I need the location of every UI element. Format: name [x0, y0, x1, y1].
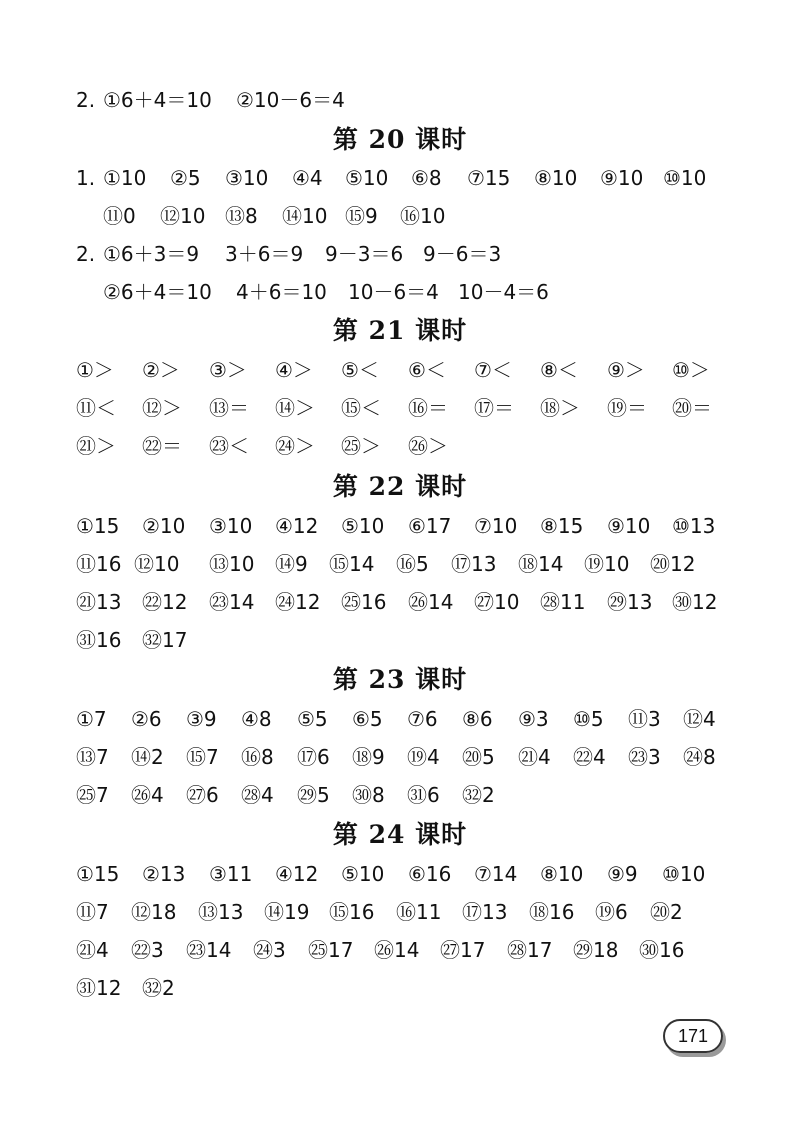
answer-item: ⑯11: [396, 900, 442, 924]
answer-item: ②10: [142, 514, 186, 538]
answer-item: ㉖14: [408, 590, 454, 614]
answer-item: ⑲＝: [607, 396, 647, 420]
answer-item: ⑰13: [451, 552, 497, 576]
section-title: 第 21 课时: [332, 316, 468, 345]
answer-item: ㉔3: [253, 938, 286, 962]
answer-item: ㉘11: [540, 590, 586, 614]
answer-item: ⑦6: [407, 707, 438, 731]
answer-item: ㉛6: [407, 783, 440, 807]
section-title: 第 20 课时: [332, 125, 468, 154]
answer-item: ④＞: [275, 358, 313, 382]
answer-item: ㉓3: [628, 745, 661, 769]
answer-item: ⑱16: [529, 900, 575, 924]
answer-item: ④12: [275, 514, 319, 538]
answer-item: ㉓14: [209, 590, 255, 614]
answer-item: ㉚16: [639, 938, 685, 962]
answer-item: ⑤10: [341, 514, 385, 538]
answer-item: ③10: [225, 166, 269, 190]
answer-item: ⑪＜: [76, 396, 116, 420]
answer-item: ⑦14: [474, 862, 518, 886]
answer-item: ②6: [131, 707, 162, 731]
answer-item: ⑫10: [160, 204, 206, 228]
answer-item: ⑯8: [241, 745, 274, 769]
answer-item: ⑩13: [672, 514, 716, 538]
answer-item: ⑭2: [131, 745, 164, 769]
answer-item: ⑬7: [76, 745, 109, 769]
question-number: 1.: [76, 166, 96, 190]
answer-item: ⑳12: [650, 552, 696, 576]
answer-item: ㉜17: [142, 628, 188, 652]
answer-item: ⑫＞: [142, 396, 182, 420]
answer-item: ①6＋4＝10: [103, 88, 212, 112]
answer-item: ④8: [241, 707, 272, 731]
answer-item: ⑪3: [628, 707, 661, 731]
answer-item: ⑧10: [540, 862, 584, 886]
answer-item: ①15: [76, 862, 120, 886]
answer-item: ⑯10: [400, 204, 446, 228]
answer-item: ③＞: [209, 358, 247, 382]
answer-item: ②13: [142, 862, 186, 886]
answer-item: ㉑13: [76, 590, 122, 614]
answer-item: ⑥16: [408, 862, 452, 886]
question-number: 2.: [76, 88, 96, 112]
answer-item: ⑱＞: [540, 396, 580, 420]
answer-item: ㉙18: [573, 938, 619, 962]
answer-item: ⑪7: [76, 900, 109, 924]
answer-item: ①10: [103, 166, 147, 190]
answer-item: ⑳2: [650, 900, 683, 924]
answer-item: ⑤10: [341, 862, 385, 886]
answer-item: ⑨10: [600, 166, 644, 190]
answer-item: ㉗17: [440, 938, 486, 962]
answer-item: ⑦10: [474, 514, 518, 538]
answer-item: ⑤＜: [341, 358, 379, 382]
answer-item: ㉖4: [131, 783, 164, 807]
answer-item: 9－6＝3: [423, 242, 502, 266]
page-number: 171: [663, 1019, 723, 1053]
answer-item: ㉕7: [76, 783, 109, 807]
answer-item: ⑤5: [297, 707, 328, 731]
answer-item: 3＋6＝9: [225, 242, 304, 266]
answer-item: ㉚8: [352, 783, 385, 807]
answer-item: ⑦15: [467, 166, 511, 190]
answer-item: ①6＋3＝9: [103, 242, 200, 266]
answer-item: ⑬10: [209, 552, 255, 576]
answer-item: ④4: [292, 166, 323, 190]
answer-item: ⑳5: [462, 745, 495, 769]
answer-item: ⑧10: [534, 166, 578, 190]
answer-item: ㉙13: [607, 590, 653, 614]
answer-item: ⑧15: [540, 514, 584, 538]
answer-item: ㉕16: [341, 590, 387, 614]
answer-item: ⑫4: [683, 707, 716, 731]
answer-item: ⑩10: [663, 166, 707, 190]
answer-item: ㉒＝: [142, 434, 182, 458]
answer-item: ⑮7: [186, 745, 219, 769]
answer-item: ⑲10: [584, 552, 630, 576]
answer-item: ⑭10: [282, 204, 328, 228]
answer-item: ⑰＝: [474, 396, 514, 420]
answer-item: ⑤10: [345, 166, 389, 190]
answer-item: ⑧6: [462, 707, 493, 731]
question-number: 2.: [76, 242, 96, 266]
answer-item: ㉗10: [474, 590, 520, 614]
answer-item: ㉒4: [573, 745, 606, 769]
answer-item: ㉛16: [76, 628, 122, 652]
answer-item: 9－3＝6: [325, 242, 404, 266]
answer-item: ⑨＞: [607, 358, 645, 382]
answer-item: ⑱9: [352, 745, 385, 769]
answer-item: ⑳＝: [672, 396, 712, 420]
answer-item: ⑬8: [225, 204, 258, 228]
answer-item: ㉘17: [507, 938, 553, 962]
answer-item: ⑥5: [352, 707, 383, 731]
answer-item: ⑮16: [329, 900, 375, 924]
answer-item: 10－4＝6: [458, 280, 549, 304]
answer-item: ①15: [76, 514, 120, 538]
answer-item: ⑯5: [396, 552, 429, 576]
answer-item: ⑯＝: [408, 396, 448, 420]
answer-item: ⑦＜: [474, 358, 512, 382]
section-title: 第 23 课时: [332, 665, 468, 694]
answer-item: ㉑＞: [76, 434, 116, 458]
answer-item: ㉗6: [186, 783, 219, 807]
answer-item: ㉑4: [518, 745, 551, 769]
answer-item: ㉓14: [186, 938, 232, 962]
answer-item: ㉜2: [462, 783, 495, 807]
answer-item: ⑭19: [264, 900, 310, 924]
answer-item: ⑲4: [407, 745, 440, 769]
answer-item: ⑥17: [408, 514, 452, 538]
answer-item: ②＞: [142, 358, 180, 382]
answer-item: ⑥8: [411, 166, 442, 190]
answer-item: ③11: [209, 862, 253, 886]
answer-item: ⑬＝: [209, 396, 249, 420]
answer-item: ㉕17: [308, 938, 354, 962]
answer-item: ㉔＞: [275, 434, 315, 458]
answer-item: ⑮＜: [341, 396, 381, 420]
answer-item: ㉛12: [76, 976, 122, 1000]
answer-item: ⑥＜: [408, 358, 446, 382]
answer-item: ⑩10: [662, 862, 706, 886]
answer-item: ⑱14: [518, 552, 564, 576]
answer-item: ⑨10: [607, 514, 651, 538]
answer-item: ⑬13: [198, 900, 244, 924]
answer-item: ⑩5: [573, 707, 604, 731]
answer-item: ③9: [186, 707, 217, 731]
answer-item: ⑩＞: [672, 358, 710, 382]
answer-item: ④12: [275, 862, 319, 886]
answer-item: ⑨3: [518, 707, 549, 731]
answer-item: ⑰13: [462, 900, 508, 924]
answer-item: ③10: [209, 514, 253, 538]
answer-item: ㉓＜: [209, 434, 249, 458]
answer-item: ⑮9: [345, 204, 378, 228]
answer-item: ⑫18: [131, 900, 177, 924]
answer-item: ⑫10: [134, 552, 180, 576]
answer-item: ⑨9: [607, 862, 638, 886]
answer-item: ㉖14: [374, 938, 420, 962]
answer-item: ㉔12: [275, 590, 321, 614]
answer-item: ①7: [76, 707, 107, 731]
answer-item: ⑲6: [595, 900, 628, 924]
answer-item: ㉑4: [76, 938, 109, 962]
answer-item: ⑰6: [297, 745, 330, 769]
answer-item: ⑪16: [76, 552, 122, 576]
answer-item: ㉜2: [142, 976, 175, 1000]
answer-item: ㉔8: [683, 745, 716, 769]
answer-item: ⑭＞: [275, 396, 315, 420]
answer-item: 10－6＝4: [348, 280, 439, 304]
answer-item: ⑮14: [329, 552, 375, 576]
answer-item: ②5: [170, 166, 201, 190]
answer-item: ⑪0: [103, 204, 136, 228]
answer-item: ㉒3: [131, 938, 164, 962]
section-title: 第 24 课时: [332, 820, 468, 849]
answer-item: ㉚12: [672, 590, 718, 614]
answer-item: ㉘4: [241, 783, 274, 807]
answer-item: ①＞: [76, 358, 114, 382]
answer-item: ⑧＜: [540, 358, 578, 382]
answer-item: ⑭9: [275, 552, 308, 576]
answer-item: 4＋6＝10: [236, 280, 327, 304]
answer-item: ㉕＞: [341, 434, 381, 458]
answer-item: ②10－6＝4: [236, 88, 345, 112]
answer-item: ㉖＞: [408, 434, 448, 458]
section-title: 第 22 课时: [332, 472, 468, 501]
answer-item: ㉒12: [142, 590, 188, 614]
answer-item: ㉙5: [297, 783, 330, 807]
answer-item: ②6＋4＝10: [103, 280, 212, 304]
